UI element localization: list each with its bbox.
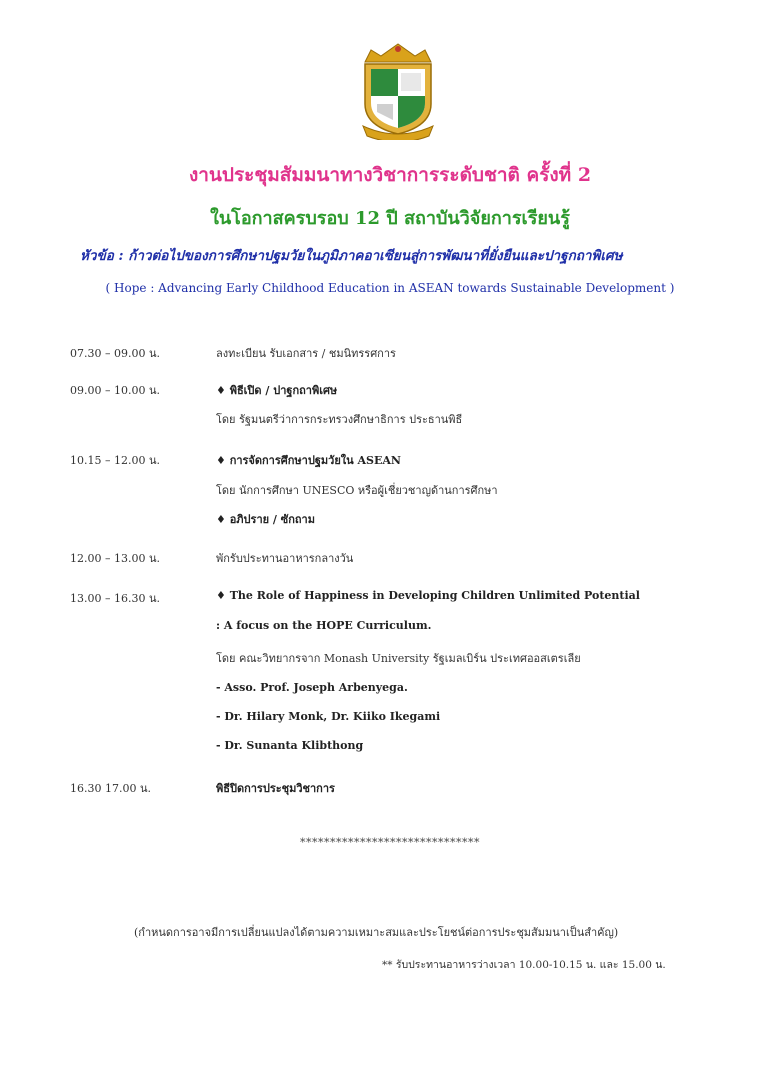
session-2-time: 09.00 – 10.00 น. (70, 384, 160, 397)
speaker-item: - Dr. Hilary Monk, Dr. Kiiko Ikegami (216, 710, 441, 723)
session-2-sub: โดย รัฐมนตรีว่าการกระทรวงศึกษาธิการ ประธานพิธี (216, 413, 463, 426)
session-3-sub2: ♦ อภิปราย / ซักถาม (216, 513, 315, 526)
session-1-text: ลงทะเบียน รับเอกสาร / ชมนิทรรศการ (216, 347, 396, 360)
topic-english: ( Hope : Advancing Early Childhood Education in ASEAN towards Sustainable Development ) (105, 281, 675, 295)
session-6-text: พิธีปิดการประชุมวิชาการ (216, 782, 335, 795)
session-3-sub: โดย นักการศึกษา UNESCO หรือผู้เชี่ยวชาญด้านการศึกษา (216, 484, 498, 497)
session-6-time: 16.30 17.00 น. (70, 782, 151, 795)
footnote-break-times: ** รับประทานอาหารว่างเวลา 10.00-10.15 น. และ 15.00 น. (382, 959, 666, 971)
session-3-time: 10.15 – 12.00 น. (70, 454, 160, 467)
session-2-text: ♦ พิธีเปิด / ปาฐกถาพิเศษ (216, 384, 338, 397)
session-4-text: พักรับประทานอาหารกลางวัน (216, 552, 354, 565)
page-title: งานประชุมสัมมนาทางวิชาการระดับชาติ ครั้งที่ 2 (188, 164, 592, 186)
divider-stars: ****************************** (300, 836, 480, 849)
institute-crest-logo (357, 42, 439, 140)
session-3-text: ♦ การจัดการศึกษาปฐมวัยใน ASEAN (216, 454, 401, 467)
topic-heading: หัวข้อ : ก้าวต่อไปของการศึกษาปฐมวัยในภูมิภาคอาเซียนสู่การพัฒนาที่ยั่งยืนและปาฐกถาพิเศษ (80, 248, 623, 264)
session-5-time: 13.00 – 16.30 น. (70, 592, 160, 605)
session-4-time: 12.00 – 13.00 น. (70, 552, 160, 565)
footnote-schedule-change: (กำหนดการอาจมีการเปลี่ยนแปลงได้ตามความเหมาะสมและประโยชน์ต่อการประชุมสัมมนาเป็นสำคัญ) (134, 926, 619, 939)
session-5-by: โดย คณะวิทยากรจาก Monash University รัฐเมลเบิร์น ประเทศออสเตรเลีย (216, 652, 581, 665)
session-5-text: ♦ The Role of Happiness in Developing Children Unlimited Potential (216, 589, 640, 602)
speaker-item: - Dr. Sunanta Klibthong (216, 739, 364, 752)
page-subtitle: ในโอกาสครบรอบ 12 ปี สถาบันวิจัยการเรียนรู้ (210, 208, 570, 229)
session-1-time: 07.30 – 09.00 น. (70, 347, 160, 360)
session-5-text2: : A focus on the HOPE Curriculum. (216, 619, 432, 632)
speaker-item: - Asso. Prof. Joseph Arbenyega. (216, 681, 408, 694)
